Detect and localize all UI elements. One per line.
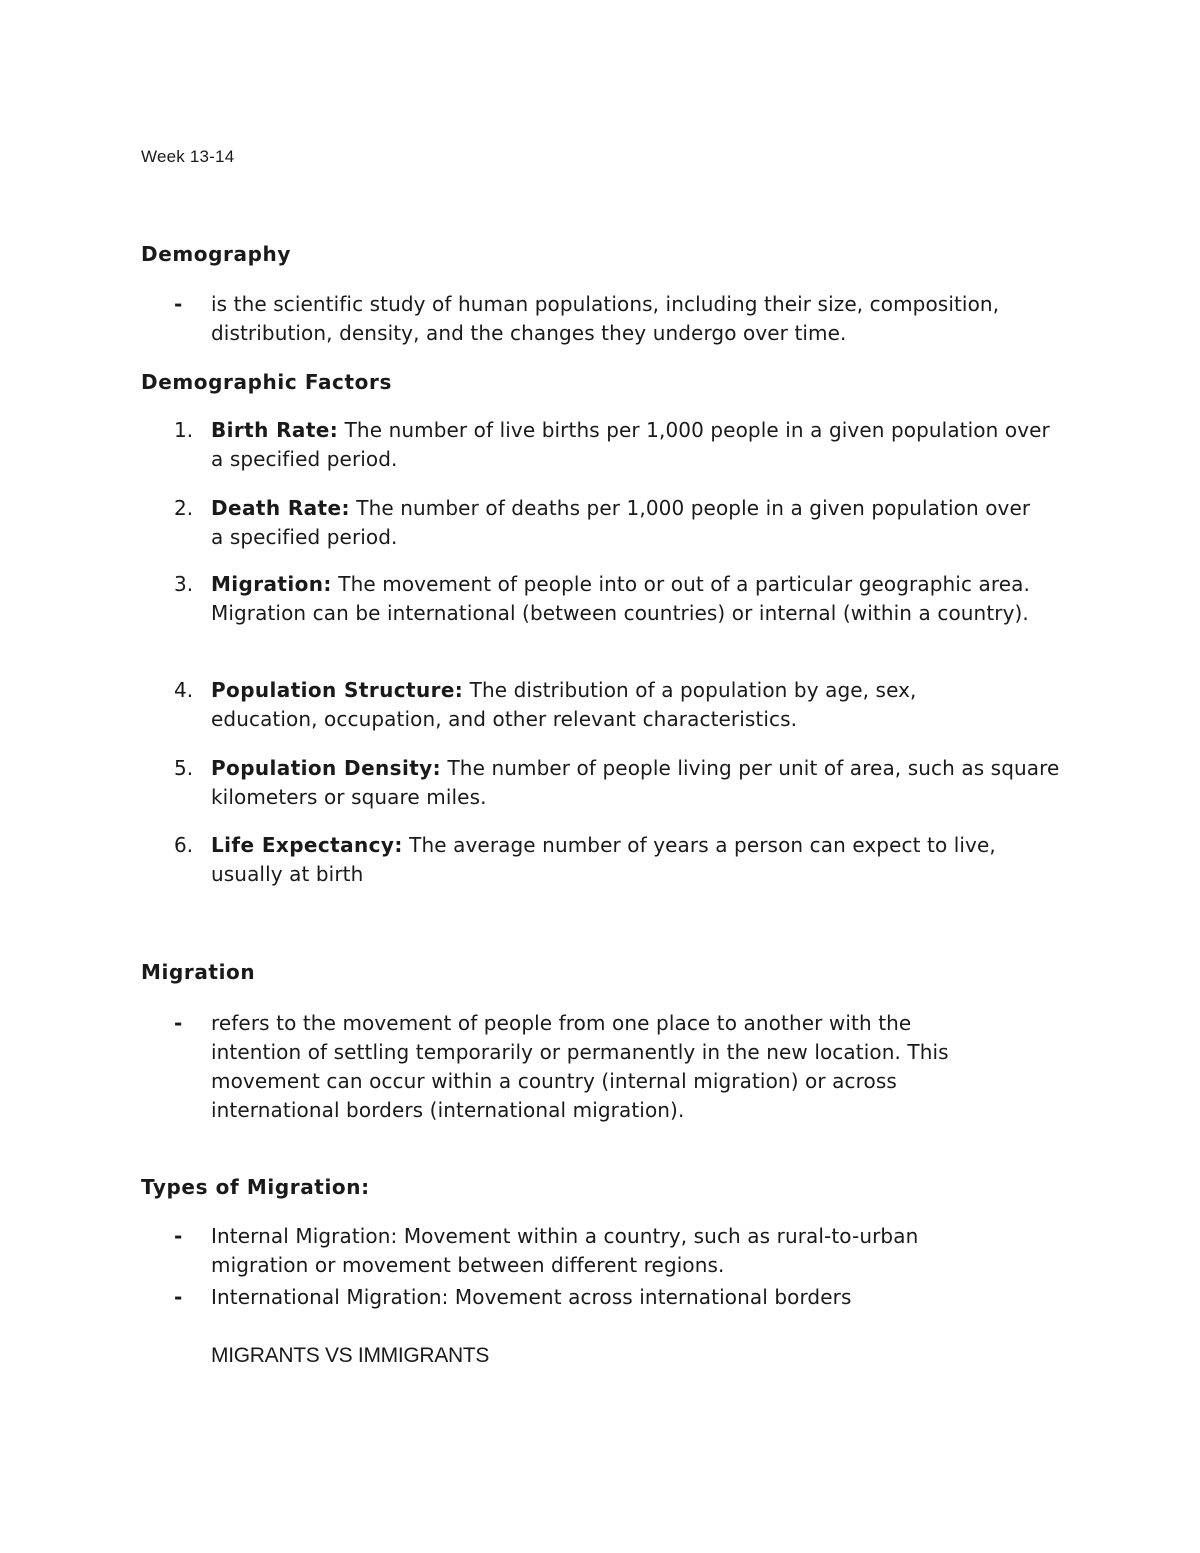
factor-description: The average number of years a person can expect to live, usually at birth (211, 833, 996, 886)
factor-item-death-rate (211, 494, 1041, 552)
factor-item-population-structure (211, 676, 981, 734)
factor-item-migration (211, 570, 1051, 628)
list-number: 3. (174, 572, 194, 596)
demographic-factors-heading: Demographic Factors (141, 370, 392, 394)
internal-migration-item: Internal Migration: Movement within a country, such as rural-to-urban migration or movement between different regions. (211, 1224, 919, 1277)
factor-item-life-expectancy (211, 831, 1061, 889)
list-bullet: - (174, 1285, 183, 1309)
demography-heading: Demography (141, 242, 292, 266)
factor-term: Life Expectancy: (211, 833, 403, 857)
list-number: 1. (174, 418, 194, 442)
migration-heading: Migration (141, 960, 256, 984)
factor-item-birth-rate (211, 416, 1061, 474)
factor-description: The number of people living per unit of area, such as square kilometers or square miles. (211, 756, 1060, 809)
list-number: 6. (174, 833, 194, 857)
migrants-vs-immigrants-text: MIGRANTS VS IMMIGRANTS (211, 1344, 490, 1367)
types-of-migration-heading: Types of Migration: (141, 1175, 370, 1199)
factor-description: The number of deaths per 1,000 people in a given population over a specified period. (211, 496, 1031, 549)
international-migration-item: International Migration: Movement across international borders (211, 1285, 852, 1309)
factor-term: Population Structure: (211, 678, 464, 702)
factor-item-population-density (211, 754, 1061, 812)
list-bullet: - (174, 292, 183, 316)
list-bullet: - (174, 1011, 183, 1035)
migration-definition: refers to the movement of people from one place to another with the intention of settling temporarily or permanently in the new location. This movement can occur within a country (internal migration) or across international borders (international migration). (211, 1011, 949, 1122)
list-bullet: - (174, 1224, 183, 1248)
week-label: Week 13-14 (141, 147, 235, 166)
factor-term: Population Density: (211, 756, 442, 780)
demography-definition: is the scientific study of human populations, including their size, composition, distribution, density, and the changes they undergo over time. (211, 292, 1000, 345)
factor-description: The number of live births per 1,000 people in a given population over a specified period. (211, 418, 1050, 471)
factor-description: The movement of people into or out of a particular geographic area. Migration can be international (between countries) or internal (within a country). (211, 572, 1030, 625)
list-number: 4. (174, 678, 194, 702)
list-number: 5. (174, 756, 194, 780)
factor-description: The distribution of a population by age, sex, education, occupation, and other relevant characteristics. (211, 678, 917, 731)
factor-term: Death Rate: (211, 496, 350, 520)
factor-term: Migration: (211, 572, 332, 596)
list-number: 2. (174, 496, 194, 520)
factor-term: Birth Rate: (211, 418, 339, 442)
